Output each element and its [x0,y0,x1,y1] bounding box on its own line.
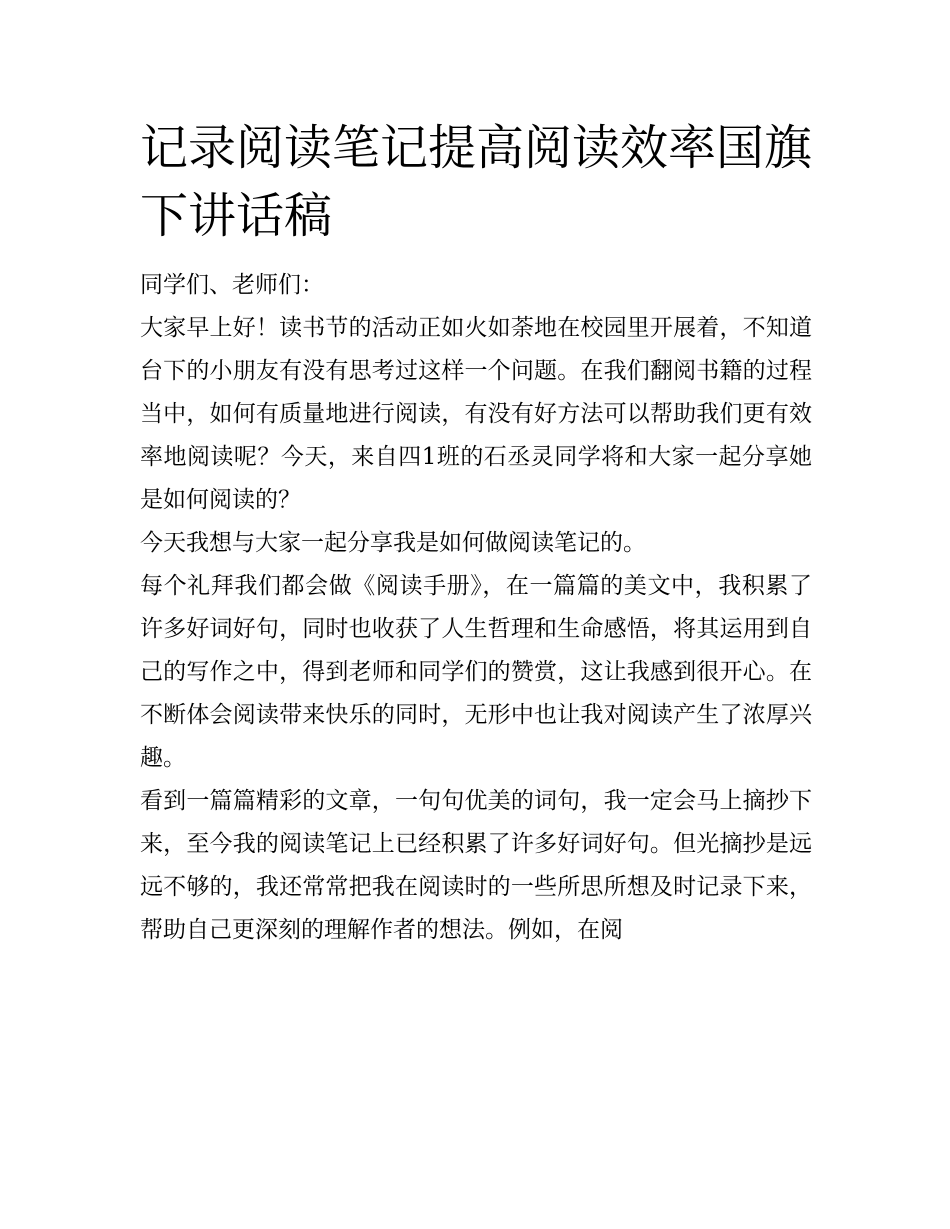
paragraph-topic: 今天我想与大家一起分享我是如何做阅读笔记的。 [140,530,646,556]
paragraph-reading-handbook: 每个礼拜我们都会做《阅读手册》，在一篇篇的美文中，我积累了许多好词好句，同时也收获了人生哲理和生命感悟，将其运用到自己的写作之中，得到老师和同学们的赞赏，这让我感到很开心。在不断体会阅读带来快乐的同时，无形中也让我对阅读产生了浓厚兴趣。 [140,573,812,771]
paragraph-notes: 看到一篇篇精彩的文章，一句句优美的词句，我一定会马上摘抄下来，至今我的阅读笔记上已经积累了许多好词好句。但光摘抄是远远不够的，我还常常把我在阅读时的一些所思所想及时记录下来，帮助自己更深刻的理解作者的想法。例如，在阅 [140,788,812,943]
document-title: 记录阅读笔记提高阅读效率国旗下讲话稿 [140,120,813,244]
paragraph-greeting: 同学们、老师们： [140,272,324,298]
paragraph-intro: 大家早上好！读书节的活动正如火如荼地在校园里开展着，不知道台下的小朋友有没有思考过这样一个问题。在我们翻阅书籍的过程当中，如何有质量地进行阅读，有没有好方法可以帮助我们更有效率地阅读呢？今天，来自四1班的石丞灵同学将和大家一起分享她是如何阅读的？ [140,315,812,513]
document-body [140,264,812,952]
document-page [140,0,812,952]
